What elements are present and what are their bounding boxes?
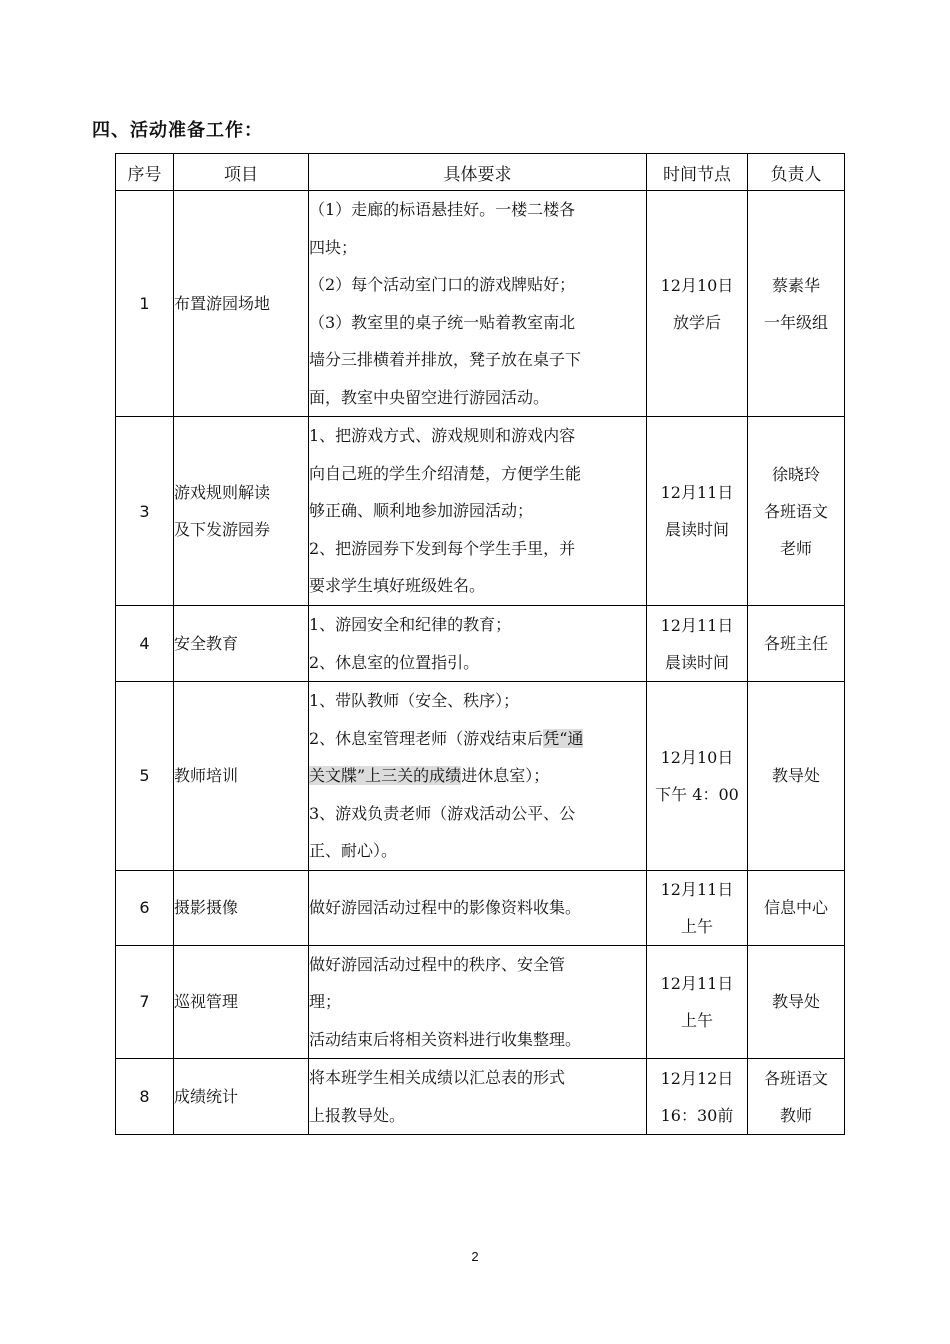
requirement-line: 面，教室中央留空进行游园活动。 <box>309 387 550 407</box>
row-time <box>647 682 748 871</box>
item-line: 安全教育 <box>174 634 239 653</box>
table-row <box>116 682 845 871</box>
row-time <box>647 870 748 945</box>
row-owner <box>748 870 845 945</box>
section-title: 四、活动准备工作： <box>92 120 263 141</box>
requirement-line: 3、游戏负责老师（游戏活动公平、公 <box>309 803 576 823</box>
table-row <box>116 945 845 1059</box>
row-requirements <box>309 682 647 871</box>
owner-line: 老师 <box>779 538 812 558</box>
owner-line: 各班语文 <box>763 501 828 521</box>
row-item <box>174 870 309 945</box>
row-requirements <box>309 417 647 606</box>
time-line: 12月10日 <box>660 275 734 295</box>
row-requirements <box>309 1059 647 1135</box>
row-number: 5 <box>116 682 174 871</box>
row-owner <box>748 606 845 682</box>
row-owner <box>748 945 845 1059</box>
requirement-line: 正、耐心）。 <box>309 841 398 860</box>
requirement-line: 上报教导处。 <box>309 1105 406 1125</box>
row-owner <box>748 682 845 871</box>
header-item: 项目 <box>174 154 309 191</box>
time-line: 上午 <box>680 916 713 936</box>
row-time <box>647 191 748 417</box>
requirement-line <box>309 720 646 758</box>
time-line: 16：30前 <box>660 1105 734 1125</box>
time-line: 上午 <box>680 1010 713 1030</box>
time-line: 12月11日 <box>660 879 734 899</box>
row-item <box>174 945 309 1059</box>
owner-line: 教导处 <box>771 766 820 786</box>
row-number: 4 <box>116 606 174 682</box>
requirement-line: 墙分三排横着并排放，凳子放在桌子下 <box>309 350 582 369</box>
row-requirements <box>309 870 647 945</box>
requirement-line: 理； <box>309 992 342 1011</box>
item-line: 布置游园场地 <box>174 294 271 313</box>
row-requirements <box>309 606 647 682</box>
table-header-row <box>116 154 845 191</box>
requirement-line: 1、把游戏方式、游戏规则和游戏内容 <box>309 426 576 446</box>
row-number: 6 <box>116 870 174 945</box>
table-row <box>116 191 845 417</box>
requirement-line: 1、游园安全和纪律的教育； <box>309 615 512 634</box>
requirement-line: 1、带队教师（安全、秩序）； <box>309 691 520 710</box>
header-number: 序号 <box>116 154 174 191</box>
requirement-text: 进休息室）； <box>461 766 550 785</box>
row-number: 1 <box>116 191 174 417</box>
owner-line: 各班语文 <box>763 1068 828 1088</box>
table-row <box>116 1059 845 1135</box>
table-row <box>116 606 845 682</box>
row-item <box>174 606 309 682</box>
requirement-line: 做好游园活动过程中的秩序、安全管 <box>309 954 566 974</box>
owner-line: 教师 <box>779 1105 812 1125</box>
requirement-text: 2、休息室管理老师（游戏结束后 <box>309 728 544 748</box>
requirement-line: 向自己班的学生介绍清楚，方便学生能 <box>309 463 582 483</box>
owner-line: 各班主任 <box>763 634 828 653</box>
item-line: 及下发游园券 <box>174 520 271 539</box>
owner-line: 蔡素华 <box>771 275 820 295</box>
requirement-line: 2、休息室的位置指引。 <box>309 652 480 672</box>
row-number: 3 <box>116 417 174 606</box>
requirement-line: 四块； <box>309 237 358 257</box>
requirement-line: 够正确、顺利地参加游园活动； <box>309 501 534 521</box>
table-row <box>116 417 845 606</box>
page-number: 2 <box>471 1249 479 1264</box>
row-number: 7 <box>116 945 174 1059</box>
table-row <box>116 870 845 945</box>
requirement-line: 要求学生填好班级姓名。 <box>309 576 486 596</box>
owner-line: 教导处 <box>771 992 820 1012</box>
activity-prep-table <box>115 153 845 1135</box>
row-item <box>174 1059 309 1135</box>
owner-line: 一年级组 <box>763 312 828 332</box>
row-owner <box>748 417 845 606</box>
time-line: 12月11日 <box>660 615 734 635</box>
row-item <box>174 191 309 417</box>
owner-line: 徐晓玲 <box>771 464 820 484</box>
row-time <box>647 417 748 606</box>
requirement-line: 活动结束后将相关资料进行收集整理。 <box>309 1029 582 1049</box>
requirement-line: （3）教室里的桌子统一贴着教室南北 <box>309 312 576 332</box>
header-time: 时间节点 <box>647 154 748 191</box>
row-owner <box>748 191 845 417</box>
requirement-line: 将本班学生相关成绩以汇总表的形式 <box>309 1068 566 1087</box>
time-line: 放学后 <box>672 312 721 332</box>
item-line: 成绩统计 <box>174 1087 239 1106</box>
row-requirements <box>309 945 647 1059</box>
requirement-line: 2、把游园券下发到每个学生手里，并 <box>309 538 576 558</box>
row-item <box>174 417 309 606</box>
item-line: 巡视管理 <box>174 992 239 1012</box>
time-line: 12月12日 <box>660 1068 734 1088</box>
item-line: 摄影摄像 <box>174 898 239 917</box>
header-requirements: 具体要求 <box>309 154 647 191</box>
row-time <box>647 606 748 682</box>
owner-line: 信息中心 <box>763 898 828 917</box>
row-requirements <box>309 191 647 417</box>
time-line: 12月11日 <box>660 483 734 502</box>
highlighted-text: 凭“通 <box>543 728 584 748</box>
time-line: 晨读时间 <box>664 520 729 539</box>
row-time <box>647 1059 748 1135</box>
highlighted-text: 关文牒”上三关的成绩 <box>309 766 462 785</box>
requirement-line: （2）每个活动室门口的游戏牌贴好； <box>309 275 576 294</box>
requirement-line: 做好游园活动过程中的影像资料收集。 <box>309 897 582 917</box>
time-line: 晨读时间 <box>664 652 729 672</box>
row-owner <box>748 1059 845 1135</box>
header-owner: 负责人 <box>748 154 845 191</box>
requirement-line <box>309 757 646 795</box>
row-item <box>174 682 309 871</box>
row-number: 8 <box>116 1059 174 1135</box>
item-line: 教师培训 <box>174 766 239 786</box>
requirement-line: （1）走廊的标语悬挂好。一楼二楼各 <box>309 200 576 219</box>
time-line: 下午 4：00 <box>655 784 739 804</box>
time-line: 12月11日 <box>660 973 734 993</box>
row-time <box>647 945 748 1059</box>
item-line: 游戏规则解读 <box>174 483 271 502</box>
time-line: 12月10日 <box>660 747 734 767</box>
